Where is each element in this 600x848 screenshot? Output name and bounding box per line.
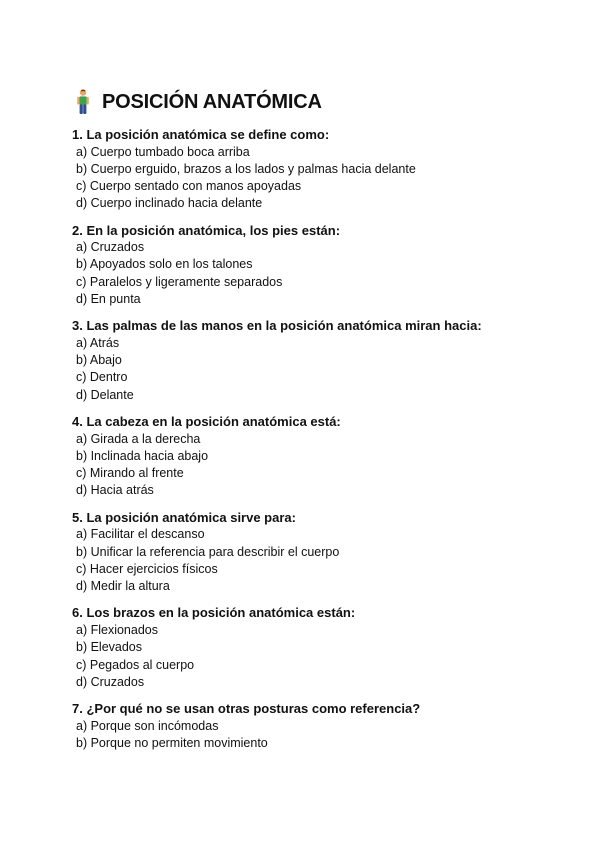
answer-option: c) Paralelos y ligeramente separados bbox=[76, 274, 283, 289]
answer-option: b) Elevados bbox=[76, 640, 143, 655]
question-4 bbox=[72, 413, 552, 500]
answer-option: b) Cuerpo erguido, brazos a los lados y palmas hacia delante bbox=[76, 161, 416, 176]
question-list bbox=[72, 126, 552, 761]
question-text: 1. La posición anatómica se define como: bbox=[72, 127, 330, 142]
answer-option: c) Mirando al frente bbox=[76, 466, 184, 481]
answer-option: b) Porque no permiten movimiento bbox=[76, 735, 268, 750]
answer-option: c) Dentro bbox=[76, 370, 128, 385]
question-7 bbox=[72, 700, 552, 752]
question-text: 2. En la posición anatómica, los pies están: bbox=[72, 222, 341, 238]
question-3 bbox=[72, 317, 552, 404]
answer-option: c) Hacer ejercicios físicos bbox=[76, 561, 218, 576]
question-text: 4. La cabeza en la posición anatómica está: bbox=[72, 414, 341, 430]
standing-person-icon bbox=[74, 89, 92, 115]
answer-option: d) Hacia atrás bbox=[76, 483, 154, 498]
question-text: 5. La posición anatómica sirve para: bbox=[72, 509, 296, 525]
answer-option: d) En punta bbox=[76, 292, 141, 307]
answer-option: a) Cuerpo tumbado boca arriba bbox=[76, 144, 250, 159]
question-2 bbox=[72, 222, 552, 309]
answer-option: d) Cruzados bbox=[76, 674, 145, 689]
question-6 bbox=[72, 604, 552, 691]
answer-option: a) Girada a la derecha bbox=[76, 431, 201, 446]
answer-option: b) Apoyados solo en los talones bbox=[76, 257, 253, 272]
answer-option: a) Facilitar el descanso bbox=[76, 527, 205, 542]
question-5 bbox=[72, 509, 552, 596]
question-text: 6. Los brazos en la posición anatómica están: bbox=[72, 605, 356, 621]
page-title: POSICIÓN ANATÓMICA bbox=[102, 90, 322, 113]
answer-option: d) Cuerpo inclinado hacia delante bbox=[76, 196, 263, 211]
answer-option: a) Atrás bbox=[76, 335, 120, 350]
answer-option: c) Pegados al cuerpo bbox=[76, 657, 195, 672]
answer-option: a) Flexionados bbox=[76, 622, 158, 637]
question-1 bbox=[72, 126, 552, 213]
answer-option: c) Cuerpo sentado con manos apoyadas bbox=[76, 179, 302, 194]
answer-option: a) Cruzados bbox=[76, 240, 145, 255]
answer-option: b) Abajo bbox=[76, 353, 122, 368]
question-text: 3. Las palmas de las manos en la posición anatómica miran hacia: bbox=[72, 318, 482, 334]
answer-option: b) Unificar la referencia para describir el cuerpo bbox=[76, 544, 340, 559]
question-text: 7. ¿Por qué no se usan otras posturas como referencia? bbox=[72, 701, 421, 717]
answer-option: d) Delante bbox=[76, 387, 134, 402]
title-row bbox=[74, 88, 322, 116]
answer-option: b) Inclinada hacia abajo bbox=[76, 448, 209, 463]
answer-option: a) Porque son incómodas bbox=[76, 718, 219, 733]
answer-option: d) Medir la altura bbox=[76, 579, 170, 594]
